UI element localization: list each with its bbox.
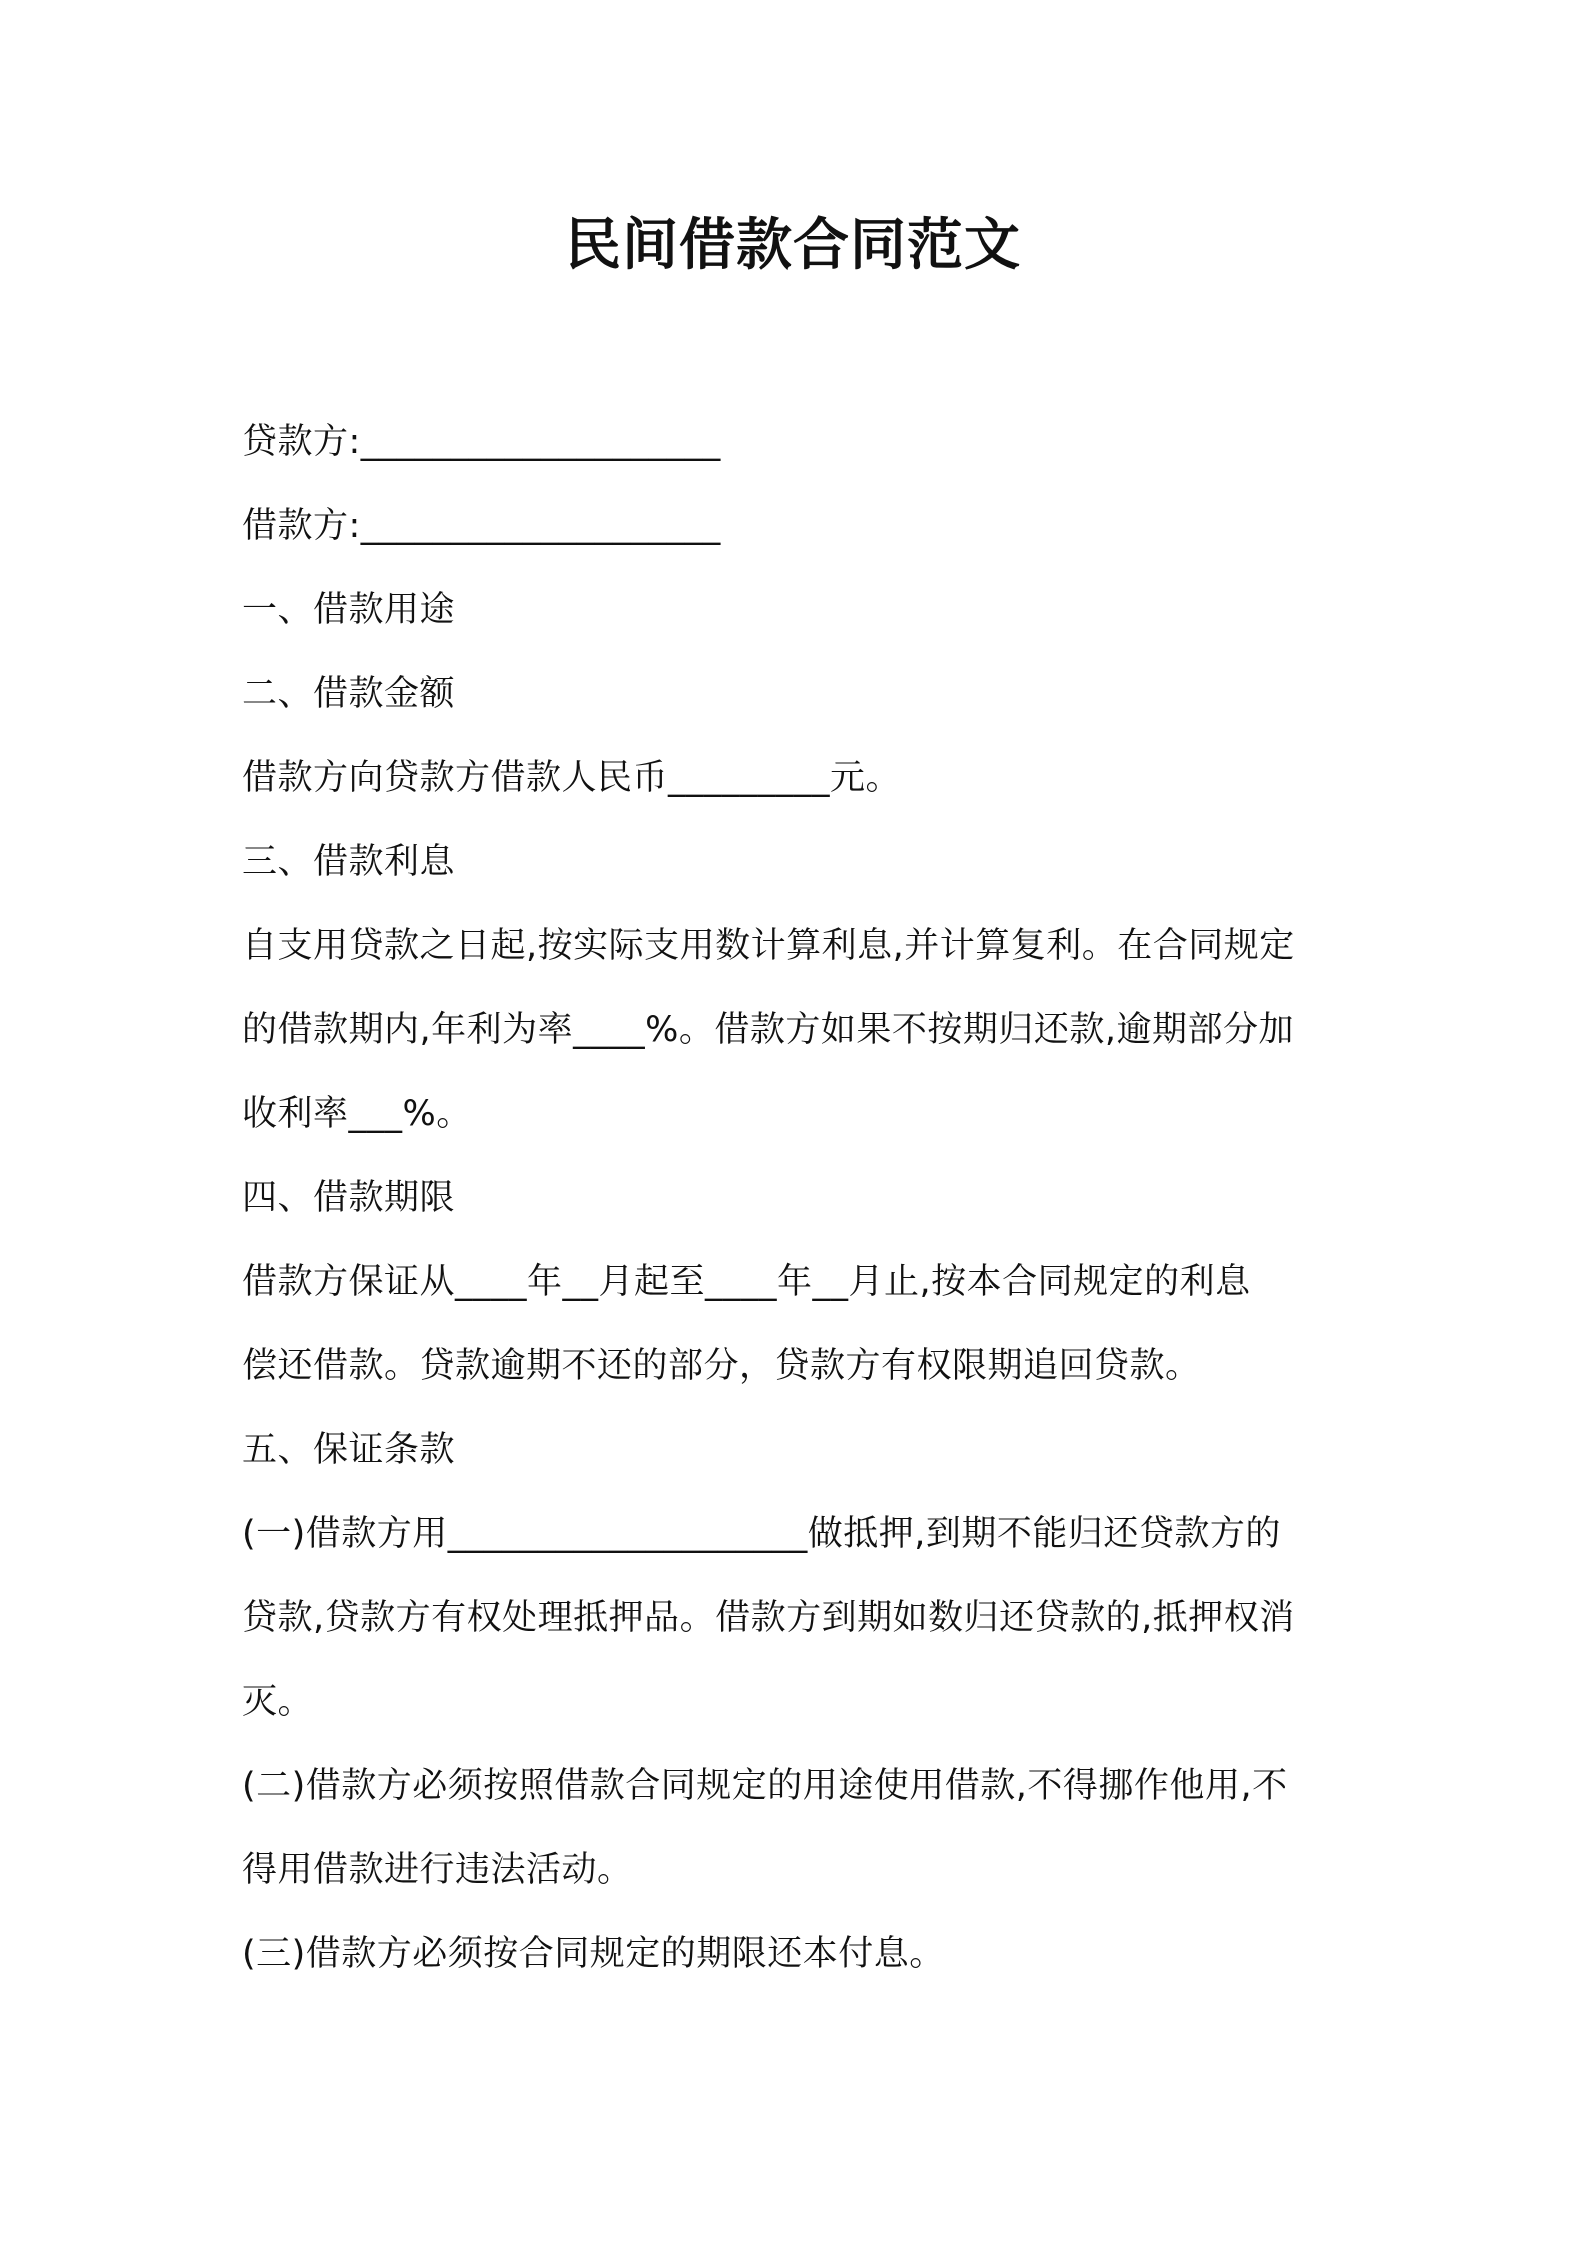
guarantee-clause-line: 贷款,贷款方有权处理抵押品。借款方到期如数归还贷款的,抵押权消	[242, 1598, 1295, 1638]
guarantee-clause-line: (一)借款方用____________________做抵押,到期不能归还贷款方的	[242, 1514, 1281, 1554]
term-text-line: 借款方保证从____年__月起至____年__月止,按本合同规定的利息	[242, 1262, 1251, 1302]
section-heading-guarantee: 五、保证条款	[242, 1430, 456, 1470]
interest-text-line: 的借款期内,年利为率____%。借款方如果不按期归还款,逾期部分加	[242, 1010, 1295, 1050]
lender-line: 贷款方:____________________	[242, 422, 721, 462]
section-heading-amount: 二、借款金额	[242, 674, 456, 714]
section-heading-interest: 三、借款利息	[242, 842, 456, 882]
interest-text-line: 收利率___%。	[242, 1094, 472, 1134]
guarantee-clause-line: 得用借款进行违法活动。	[242, 1850, 633, 1890]
guarantee-clause-line: (二)借款方必须按照借款合同规定的用途使用借款,不得挪作他用,不	[242, 1766, 1288, 1806]
document-title: 民间借款合同范文	[565, 213, 1021, 278]
guarantee-clause-line: (三)借款方必须按合同规定的期限还本付息。	[242, 1934, 945, 1974]
borrower-line: 借款方:____________________	[242, 506, 721, 546]
interest-text-line: 自支用贷款之日起,按实际支用数计算利息,并计算复利。在合同规定	[242, 926, 1295, 966]
section-heading-purpose: 一、借款用途	[242, 590, 456, 630]
document-body	[242, 400, 1362, 1996]
guarantee-clause-line: 灭。	[242, 1682, 314, 1722]
amount-text: 借款方向贷款方借款人民币_________元。	[242, 758, 902, 798]
section-heading-term: 四、借款期限	[242, 1178, 456, 1218]
term-text-line: 偿还借款。贷款逾期不还的部分，贷款方有权限期追回贷款。	[242, 1346, 1201, 1386]
